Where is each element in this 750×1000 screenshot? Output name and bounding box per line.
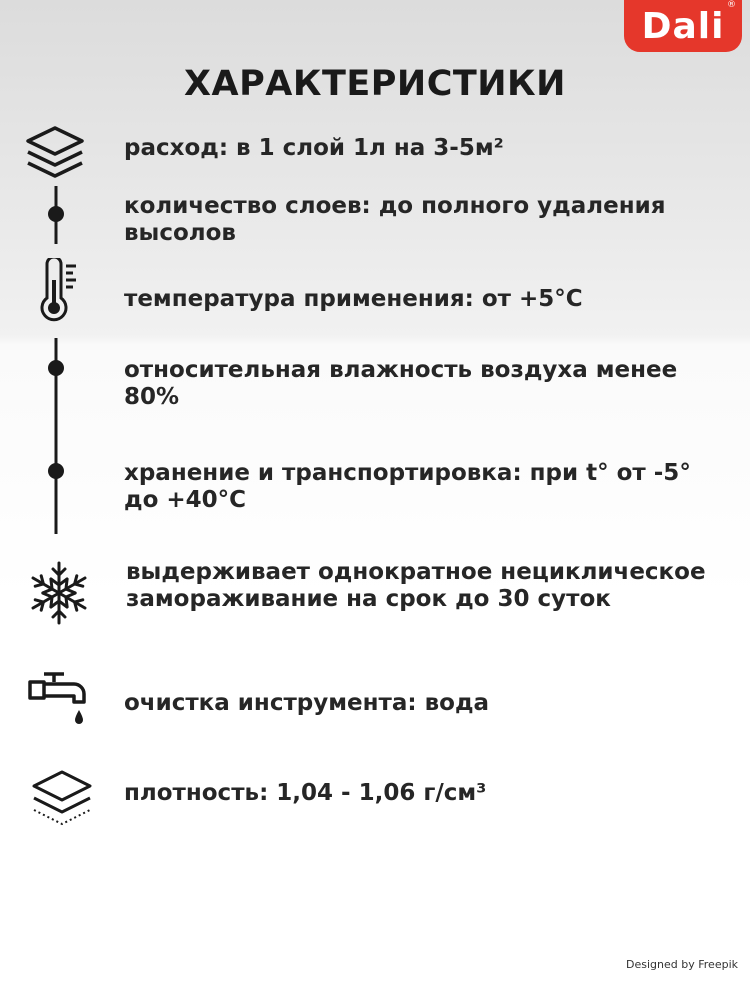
brand-logo [624,0,742,52]
item-freeze-resistance: выдерживает однократное нециклическое замораживание на срок до 30 суток [126,559,706,612]
item-consumption: расход: в 1 слой 1л на 3-5м² [124,135,504,161]
item-storage: хранение и транспортировка: при t° от -5° до +40°С [124,460,691,513]
registered-mark: ® [727,0,736,10]
item-tool-cleaning: очистка инструмента: вода [124,690,490,716]
page-title: ХАРАКТЕРИСТИКИ [184,64,566,104]
item-layers-count: количество слоев: до полного удаления высолов [124,193,666,246]
timeline-dot-icon [44,338,68,534]
faucet-icon [26,670,92,736]
design-credit: Designed by Freepik [626,958,738,971]
item-humidity: относительная влажность воздуха менее 80% [124,357,678,410]
timeline-dot-icon [44,186,68,246]
thermometer-icon [36,258,80,324]
logo-text: Dali [641,5,725,47]
item-application-temperature: температура применения: от +5°С [124,286,583,312]
item-density: плотность: 1,04 - 1,06 г/см³ [124,780,487,806]
density-layers-icon [28,768,96,830]
layers-icon [22,124,88,184]
snowflake-icon [24,558,94,628]
